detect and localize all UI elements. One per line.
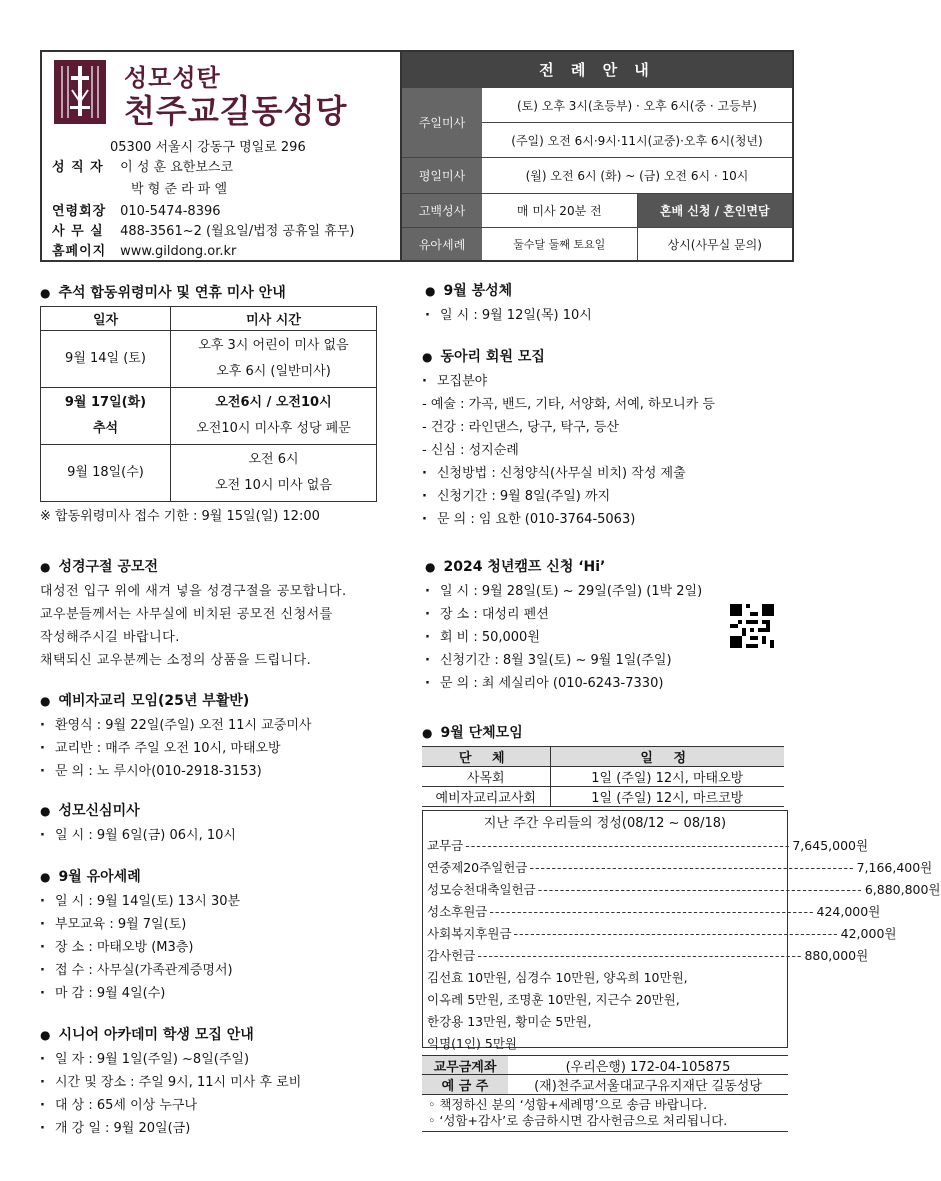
infant-l1: · 일 시 : 9월 14일(토) 13시 30분: [40, 890, 240, 913]
youth-l2: · 장 소 : 대성리 펜션: [425, 603, 702, 626]
pastor-row: [52, 156, 233, 175]
groups-section: [422, 722, 784, 807]
baptism-row: [402, 228, 792, 260]
chuseok-mass-table: [40, 306, 377, 502]
offering-label: 감사헌금: [427, 948, 476, 963]
account-box: [422, 1055, 788, 1132]
holder-label: 예 금 주: [422, 1075, 508, 1094]
confirmation-section: [425, 280, 592, 327]
header-box: [40, 50, 794, 262]
infant-l4: · 접 수 : 사무실(가족관계증명서): [40, 959, 240, 982]
groups-r2-b: 1일 (주일) 12시, 마르코방: [550, 787, 784, 807]
dash-leader: -----------------------------------------------------------: [477, 948, 803, 963]
offering-amount: 7,166,400원: [856, 860, 933, 875]
club-l2: - 예술 : 가곡, 밴드, 기타, 서양화, 서예, 하모니카 등: [422, 393, 715, 416]
r1-a: 오후 3시 어린이 미사 없음: [198, 338, 349, 353]
dash-leader: -----------------------------------------------------------: [537, 882, 863, 897]
liturgy-schedule: [402, 52, 792, 260]
offering-label: 성소후원금: [427, 904, 488, 919]
catechumen-l2: · 교리반 : 매주 주일 오전 10시, 마태오방: [40, 737, 311, 760]
confirmation-title: ● 9월 봉성체: [425, 280, 592, 300]
dash-leader: -----------------------------------------------------------: [465, 838, 791, 853]
youth-l5: · 문 의 : 최 세실리아 (010-6243-7330): [425, 672, 702, 695]
r1-b: 오후 6시 (일반미사): [216, 364, 331, 379]
offering-label: 연중제20주일헌금: [427, 860, 528, 875]
donor-line: 김선효 10만원, 심경수 10만원, 양옥희 10만원,: [427, 970, 688, 985]
club-title: ● 동아리 회원 모집: [422, 346, 715, 366]
offering-row: [427, 857, 933, 879]
pastor-2: 박 형 준 라 파 엘: [131, 182, 228, 197]
offering-label: 교무금: [427, 838, 464, 853]
weekday-mass-label: 평일미사: [402, 158, 482, 193]
chuseok-title: ● 추석 합동위령미사 및 연휴 미사 안내: [40, 282, 377, 302]
chuseok-note: ※ 합동위령미사 접수 기한 : 9월 15일(일) 12:00: [40, 509, 320, 524]
bible-title: ● 성경구절 공모전: [40, 556, 347, 576]
offering-label: 성모승천대축일헌금: [427, 882, 536, 897]
account-note-1: ◦ 책정하신 분의 ‘성함+세례명’으로 송금 바랍니다.: [428, 1097, 708, 1112]
account-row: [422, 1055, 788, 1075]
table-row: [41, 331, 377, 388]
council-phone: 010-5474-8396: [120, 204, 221, 219]
club-l5: · 신청방법 : 신청양식(사무실 비치) 작성 제출: [422, 462, 715, 485]
homepage-row: [52, 240, 236, 259]
table-row: [41, 388, 377, 445]
offering-row: [427, 835, 869, 857]
sunday-mass-2: (주일) 오전 6시·9시·11시(교중)·오후 6시(청년): [511, 133, 763, 148]
senior-title: ● 시니어 아카데미 학생 모집 안내: [40, 1024, 301, 1044]
offering-amount: 424,000원: [816, 904, 881, 919]
office-row: [52, 220, 354, 239]
sunday-mass-1: (토) 오후 3시(초등부) · 오후 6시(중 · 고등부): [482, 88, 792, 123]
table-row: [422, 767, 784, 787]
sunday-mass-row: [402, 88, 792, 158]
offering-box: [422, 810, 941, 1051]
offering-row: [427, 879, 941, 901]
youth-camp-section: [425, 556, 702, 695]
senior-l3: · 대 상 : 65세 이상 누구나: [40, 1094, 301, 1117]
cross-logo-icon: [54, 60, 106, 124]
col-time: 미사 시간: [171, 307, 377, 331]
dash-leader: -----------------------------------------------------------: [513, 926, 839, 941]
senior-section: [40, 1024, 301, 1140]
homepage-label: 홈페이지: [52, 244, 107, 259]
offering-row: [427, 945, 869, 967]
catechumen-section: [40, 690, 311, 783]
groups-table: [422, 746, 784, 807]
pastor-row-2: [52, 178, 227, 197]
club-l1: · 모집분야: [422, 370, 715, 393]
bible-p1: 대성전 입구 위에 새겨 넣을 성경구절을 공모합니다.: [40, 584, 347, 599]
r2-day-b: 추석: [92, 421, 119, 436]
club-l3: - 건강 : 라인댄스, 당구, 탁구, 등산: [422, 416, 715, 439]
confession-row: [402, 194, 792, 228]
baptism-label: 유아세례: [402, 228, 482, 260]
donor-line: 한강용 13만원, 황미순 5만원,: [427, 1014, 592, 1029]
church-name: 천주교길동성당: [124, 92, 348, 130]
bible-p3: 작성해주시길 바랍니다.: [40, 630, 180, 645]
offering-amount: 42,000원: [840, 926, 897, 941]
pastor-label: 성 직 자: [52, 160, 104, 175]
youth-title: ● 2024 청년캠프 신청 ‘Hi’: [425, 556, 702, 576]
confirmation-l1: · 일 시 : 9월 12일(목) 10시: [425, 304, 592, 327]
groups-r1-b: 1일 (주일) 12시, 마태오방: [550, 767, 784, 787]
infant-section: [40, 866, 240, 1005]
col-day: 일자: [41, 307, 171, 331]
infant-title: ● 9월 유아세례: [40, 866, 240, 886]
table-row: [422, 787, 784, 807]
church-subtitle: 성모성탄: [124, 64, 221, 92]
council-row: [52, 200, 221, 219]
dash-leader: -----------------------------------------------------------: [529, 860, 855, 875]
baptism-inquiry: 상시(사무실 문의): [667, 237, 762, 252]
account-number: (우리은행) 172-04-105875: [565, 1059, 731, 1075]
confession-time: 매 미사 20분 전: [482, 194, 638, 227]
office-label: 사 무 실: [52, 224, 104, 239]
r2-a: 오전6시 / 오전10시: [215, 395, 332, 410]
catechumen-title: ● 예비자교리 모임(25년 부활반): [40, 690, 311, 710]
holder-value: (재)천주교서울대교구유지재단 길동성당: [534, 1079, 762, 1094]
senior-l1: · 일 자 : 9월 1일(주일) ~8일(주일): [40, 1048, 301, 1071]
confession-label: 고백성사: [402, 194, 482, 227]
senior-l2: · 시간 및 장소 : 주일 9시, 11시 미사 후 로비: [40, 1071, 301, 1094]
offering-label: 사회복지후원금: [427, 926, 512, 941]
council-label: 연령회장: [52, 204, 107, 219]
baptism-schedule: 둘수달 둘째 토요일: [482, 228, 638, 260]
infant-l2: · 부모교육 : 9월 7일(토): [40, 913, 240, 936]
r1-day: 9월 14일 (토): [41, 331, 171, 388]
marriage-counsel: 혼배 신청 / 혼인면담: [638, 194, 793, 227]
catechumen-l3: · 문 의 : 노 루시아(010-2918-3153): [40, 760, 311, 783]
groups-col-b: 일 정: [550, 747, 784, 767]
infant-l3: · 장 소 : 마태오방 (M3층): [40, 936, 240, 959]
offering-amount: 880,000원: [804, 948, 869, 963]
dash-leader: -----------------------------------------------------------: [489, 904, 815, 919]
groups-col-a: 단 체: [422, 747, 550, 767]
catechumen-l1: · 환영식 : 9월 22일(주일) 오전 11시 교중미사: [40, 714, 311, 737]
groups-r1-a: 사목회: [422, 767, 550, 787]
offering-amount: 6,880,800원: [864, 882, 941, 897]
r2-day-a: 9월 17일(화): [64, 395, 147, 410]
sacred-heart-section: [40, 800, 236, 847]
chuseok-section: [40, 282, 377, 528]
r3-b: 오전 10시 미사 없음: [215, 478, 332, 493]
account-note-2: ◦ ‘성함+감사’로 송금하시면 감사헌금으로 처리됩니다.: [422, 1113, 788, 1132]
senior-l4: · 개 강 일 : 9월 20일(금): [40, 1117, 301, 1140]
club-section: [422, 346, 715, 531]
offering-amount: 7,645,000원: [792, 838, 869, 853]
church-address: 05300 서울시 강동구 명일로 296: [110, 140, 306, 155]
offering-row: [427, 901, 881, 923]
pastor-1: 이 성 훈 요한보스코: [120, 160, 234, 175]
club-l7: · 문 의 : 임 요한 (010-3764-5063): [422, 508, 715, 531]
offering-title: 지난 주간 우리들의 정성(08/12 ~ 08/18): [483, 816, 727, 831]
infant-l5: · 마 감 : 9월 4일(수): [40, 982, 240, 1005]
table-row: [41, 445, 377, 502]
offering-row: [427, 923, 897, 945]
club-l4: - 신심 : 성지순례: [422, 439, 715, 462]
youth-l1: · 일 시 : 9월 28일(토) ~ 29일(주일) (1박 2일): [425, 580, 702, 603]
r3-a: 오전 6시: [248, 452, 299, 467]
weekday-mass: (월) 오전 6시 (화) ~ (금) 오전 6시 · 10시: [525, 169, 749, 183]
groups-r2-a: 예비자교리교사회: [422, 787, 550, 807]
youth-l4: · 신청기간 : 8월 3일(토) ~ 9월 1일(주일): [425, 649, 702, 672]
bible-p4: 채택되신 교우분께는 소정의 상품을 드립니다.: [40, 653, 312, 668]
qr-code-icon[interactable]: [730, 604, 774, 648]
weekday-mass-row: [402, 158, 792, 194]
bible-section: [40, 556, 347, 672]
schedule-title: 전 례 안 내: [402, 52, 792, 88]
sacred-heart-title: ● 성모신심미사: [40, 800, 236, 820]
donor-line: 익명(1인) 5만원: [427, 1036, 518, 1051]
church-logo: [54, 60, 106, 124]
donor-line: 이옥례 5만원, 조명훈 10만원, 지근수 20만원,: [427, 992, 680, 1007]
holder-row: [422, 1075, 788, 1095]
homepage-link[interactable]: www.gildong.or.kr: [120, 244, 237, 259]
church-info: [42, 52, 402, 260]
bible-p2: 교우분들께서는 사무실에 비치된 공모전 신청서를: [40, 607, 333, 622]
office-phone: 488-3561~2 (월요일/법정 공휴일 휴무): [120, 224, 355, 239]
r2-b: 오전10시 미사후 성당 폐문: [196, 421, 351, 436]
sacred-heart-l1: · 일 시 : 9월 6일(금) 06시, 10시: [40, 824, 236, 847]
groups-title: ● 9월 단체모임: [422, 722, 784, 742]
youth-l3: · 회 비 : 50,000원: [425, 626, 702, 649]
r3-day: 9월 18일(수): [41, 445, 171, 502]
club-l6: · 신청기간 : 9월 8일(주일) 까지: [422, 485, 715, 508]
account-label: 교무금계좌: [422, 1056, 508, 1074]
sunday-mass-label: 주일미사: [402, 88, 482, 157]
